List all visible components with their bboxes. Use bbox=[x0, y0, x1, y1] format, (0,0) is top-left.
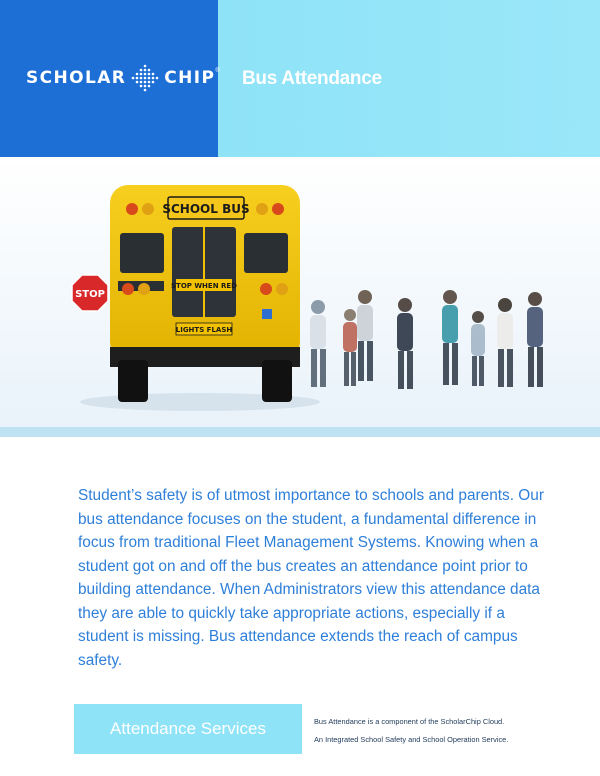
svg-text:LIGHTS FLASH: LIGHTS FLASH bbox=[175, 326, 233, 334]
footer-note-line-2: An Integrated School Safety and School Operation Service. bbox=[314, 735, 509, 744]
header bbox=[0, 0, 600, 157]
page-title: Bus Attendance bbox=[242, 68, 382, 89]
scholarchip-logo bbox=[26, 66, 220, 90]
hero-image bbox=[0, 157, 600, 437]
footer-note bbox=[314, 713, 584, 749]
attendance-services-badge: Attendance Services bbox=[74, 704, 302, 754]
registered-mark: ® bbox=[215, 68, 220, 74]
svg-text:STOP: STOP bbox=[75, 289, 105, 300]
logo-word-chip: CHIP bbox=[164, 68, 216, 88]
body-paragraph: Student’s safety is of utmost importance to schools and parents. Our bus attendance focuses on the student, a fundamental difference in focus from traditional Fleet Management Systems. Knowing when a student got on and off the bus creates an attendance point prior to building attendance. When Administrators view this attendance data they are able to quickly take appropriate actions, especially if a student is missing. Bus attendance extends the reach of campus safety. bbox=[78, 487, 544, 669]
svg-text:STOP WHEN RED: STOP WHEN RED bbox=[171, 282, 237, 290]
logo-word-scholar: SCHOLAR bbox=[26, 68, 127, 88]
stop-sign bbox=[72, 275, 108, 311]
footer-note-line-1: Bus Attendance is a component of the ScholarChip Cloud. bbox=[314, 717, 505, 726]
hero-bottom-band bbox=[0, 427, 600, 437]
svg-text:SCHOOL BUS: SCHOOL BUS bbox=[162, 202, 250, 216]
bus-scene-illustration bbox=[0, 157, 600, 437]
logo-dots-icon bbox=[130, 63, 160, 93]
